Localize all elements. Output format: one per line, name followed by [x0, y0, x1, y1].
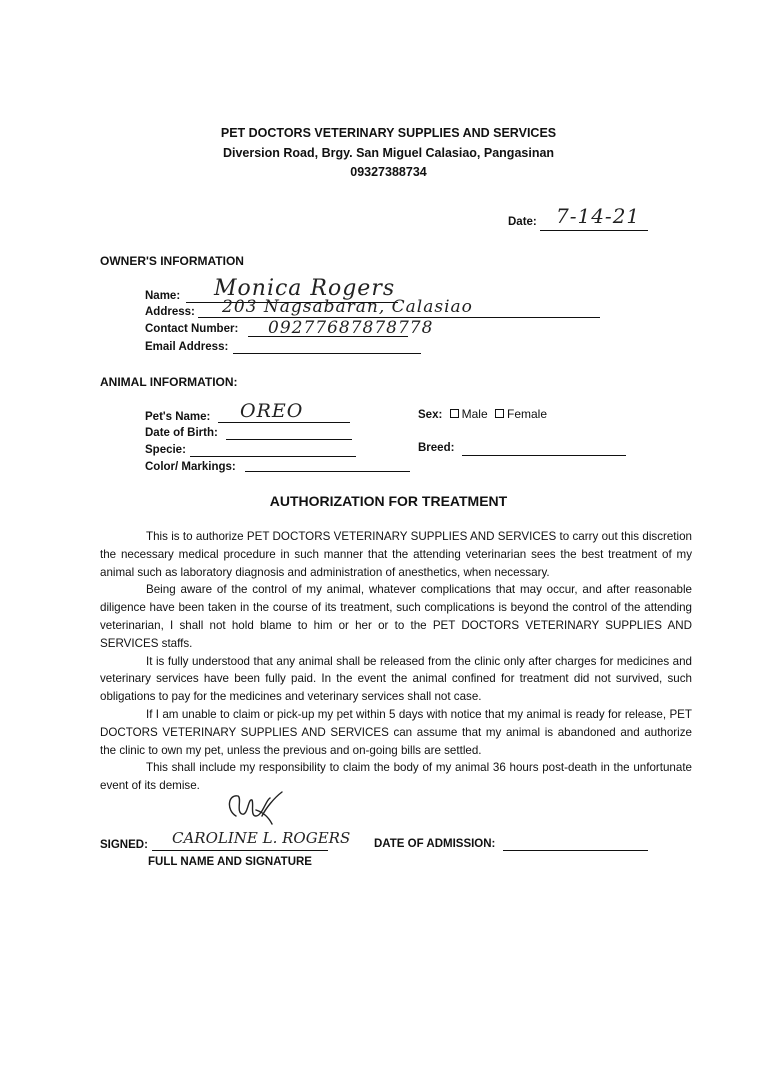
date-line	[540, 230, 648, 231]
authorization-title: AUTHORIZATION FOR TREATMENT	[269, 493, 508, 509]
pet-name-value: OREO	[240, 400, 304, 422]
breed-line	[462, 455, 626, 456]
male-checkbox[interactable]	[450, 409, 459, 418]
company-address: Diversion Road, Brgy. San Miguel Calasiao, Pangasinan	[222, 146, 555, 160]
date-value: 7-14-21	[556, 204, 641, 228]
owner-contact-value: 09277687878778	[268, 318, 434, 338]
signed-name: CAROLINE L. ROGERS	[172, 829, 351, 847]
female-checkbox[interactable]	[495, 409, 504, 418]
female-option-label: Female	[507, 407, 548, 421]
animal-section-title: ANIMAL INFORMATION:	[100, 375, 238, 389]
signature-caption: FULL NAME AND SIGNATURE	[148, 856, 312, 868]
specie-label: Specie:	[145, 444, 186, 456]
owner-address-label: Address:	[145, 306, 195, 318]
company-name: PET DOCTORS VETERINARY SUPPLIES AND SERVICES	[220, 126, 557, 140]
owner-address-value: 203 Nagsabaran, Calasiao	[222, 297, 473, 317]
owner-section-title: OWNER'S INFORMATION	[100, 254, 244, 268]
authorization-paragraph-1: This is to authorize PET DOCTORS VETERINARY SUPPLIES AND SERVICES to carry out this discretion the necessary medical procedure in such manner that the attending veterinarian sees the best treatment of my animal such as laboratory diagnosis and administration of anesthetics, when necessary.	[100, 530, 692, 579]
authorization-paragraph-4: If I am unable to claim or pick-up my pet within 5 days with notice that my animal is ready for release, PET DOCTORS VETERINARY SUPPLIES AND SERVICES can assume that my animal is abandoned and authorize the clinic to own my pet, unless the previous and on-going bills are settled.	[100, 707, 692, 757]
owner-contact-label: Contact Number:	[145, 323, 239, 335]
authorization-paragraph-5: This shall include my responsibility to claim the body of my animal 36 hours post-death in the unfortunate event of its demise.	[100, 761, 692, 793]
dob-label: Date of Birth:	[145, 427, 218, 439]
male-option-label: Male	[461, 407, 488, 421]
owner-email-line	[233, 353, 421, 354]
pet-name-line	[218, 422, 350, 423]
authorization-body	[100, 528, 692, 795]
signature-mark	[222, 786, 286, 826]
sex-field	[418, 407, 547, 421]
signed-label: SIGNED:	[100, 839, 148, 851]
company-phone: 09327388734	[350, 165, 427, 179]
owner-name-value: Monica Rogers	[214, 276, 396, 301]
owner-name-label: Name:	[145, 290, 181, 302]
date-of-admission-label: DATE OF ADMISSION:	[374, 838, 496, 850]
date-label: Date:	[508, 216, 537, 228]
owner-email-label: Email Address:	[145, 341, 229, 353]
breed-label: Breed:	[418, 442, 455, 454]
color-line	[245, 471, 410, 472]
pet-name-label: Pet's Name:	[145, 411, 211, 423]
signature-line	[152, 850, 328, 851]
sex-label: Sex:	[418, 409, 443, 421]
date-of-admission-line	[503, 850, 648, 851]
dob-line	[226, 439, 352, 440]
specie-line	[190, 456, 356, 457]
color-label: Color/ Markings:	[145, 461, 236, 473]
authorization-paragraph-2: Being aware of the control of my animal, whatever complications that may occur, and after reasonable diligence have been taken in the course of its treatment, such complications is beyond the control of the attending veterinarian, I shall not hold blame to him or her or to the PET DOCTORS VETERINARY SUPPLIES AND SERVICES staffs.	[100, 583, 692, 650]
authorization-paragraph-3: It is fully understood that any animal shall be released from the clinic only after charges for medicines and veterinary services have been fully paid. In the event the animal confined for treatment did not survived, such obligations to pay for the medicines and veterinary services shall not case.	[100, 654, 692, 704]
